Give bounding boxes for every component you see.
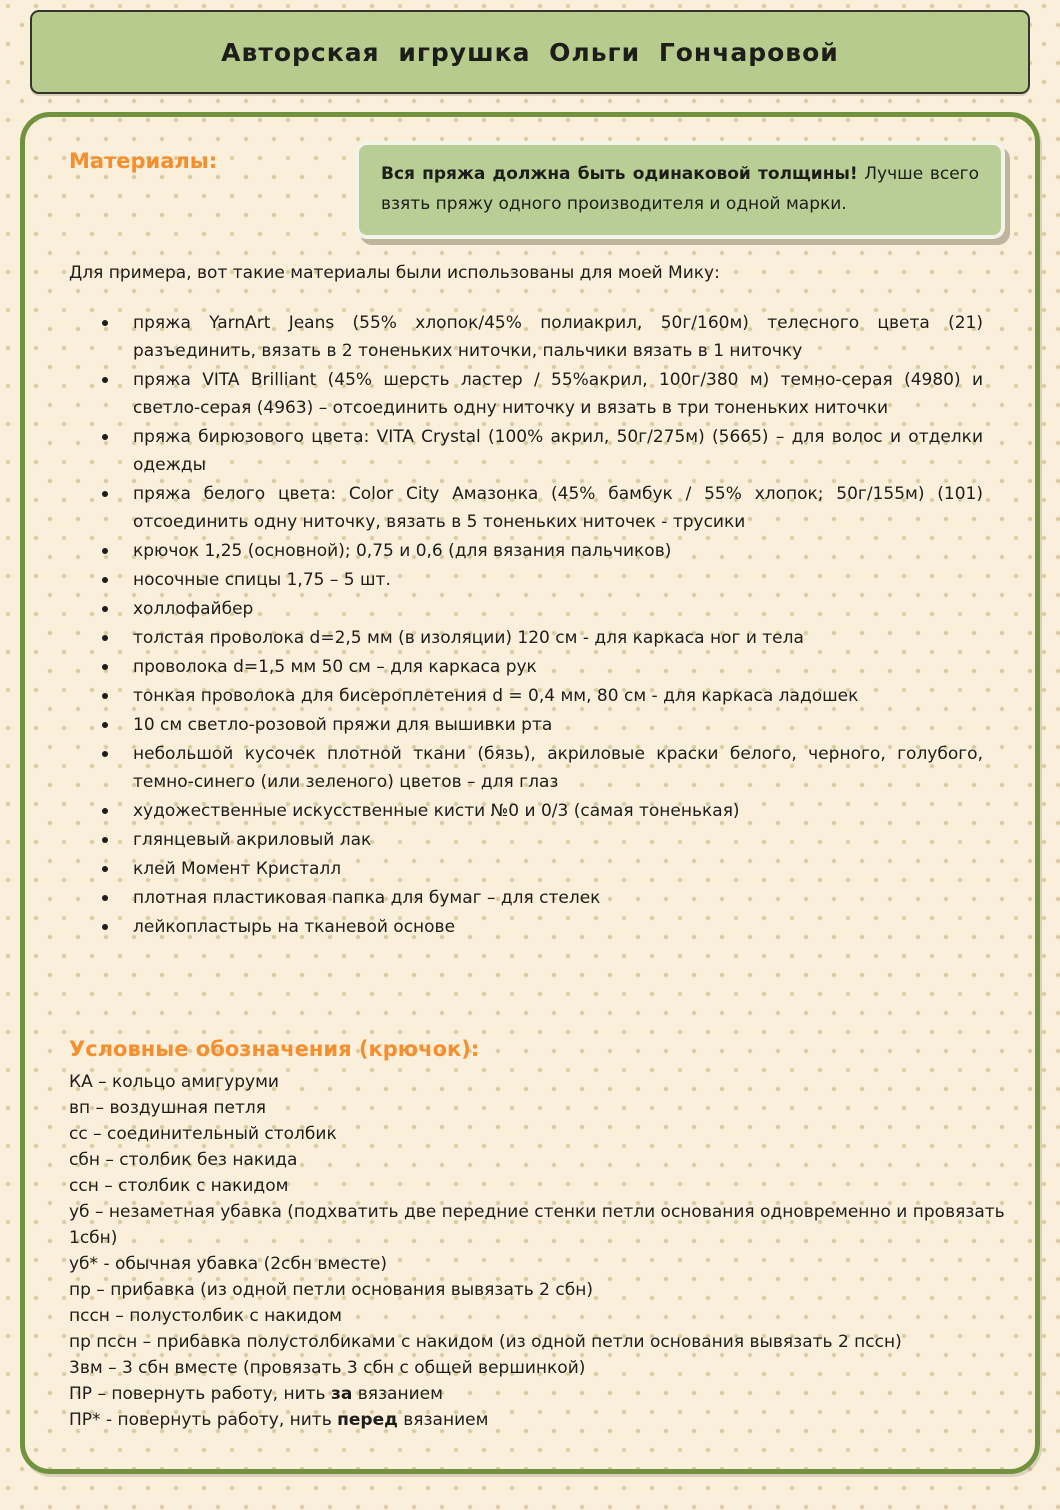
material-item-text: пряжа белого цвета: Color City Амазонка (45% бамбук / 55% хлопок; 50г/155м) (101) отсоединить одну ниточку, вязать в 5 тоненьких ниточек - трусики — [133, 483, 983, 532]
material-item-text: пряжа YarnArt Jeans (55% хлопок/45% полиакрил, 50г/160м) телесного цвета (21) разъединить, вязать в 2 тоненьких ниточки, пальчики вязать в 1 ниточку — [133, 312, 983, 361]
material-item-text: клей Момент Кристалл — [133, 858, 342, 879]
bullet-dot-icon — [102, 924, 108, 930]
legend-item: 3вм – 3 сбн вместе (провязать 3 сбн с общей вершинкой) — [69, 1357, 586, 1378]
material-item-text: пряжа VITA Brilliant (45% шерсть ластер / 55%акрил, 100г/380 м) темно-серая (4980) и светло-серая (4963) – отсоединить одну ниточку и вязать в три тоненьких ниточки — [133, 369, 983, 418]
legend-item: вп – воздушная петля — [69, 1097, 267, 1118]
bullet-dot-icon — [102, 320, 108, 326]
material-item — [133, 624, 983, 652]
bullet-dot-icon — [102, 548, 108, 554]
legend-item: ссн – столбик с накидом — [69, 1175, 289, 1196]
material-item — [133, 309, 983, 365]
bullet-dot-icon — [102, 866, 108, 872]
legend-item: пр – прибавка (из одной петли основания вывязать 2 сбн) — [69, 1279, 593, 1300]
legend-heading: Условные обозначения (крючок): — [69, 1036, 480, 1061]
material-item-text: толстая проволока d=2,5 мм (в изоляции) 120 см - для каркаса ног и тела — [133, 627, 804, 648]
bullet-dot-icon — [102, 606, 108, 612]
materials-header-row — [69, 141, 1005, 239]
bullet-dot-icon — [102, 895, 108, 901]
legend-item: уб* - обычная убавка (2сбн вместе) — [69, 1253, 388, 1274]
material-item-text: пряжа бирюзового цвета: VITA Crystal (100% акрил, 50г/275м) (5665) – для волос и отделки одежды — [133, 426, 983, 475]
legend-item: пр пссн – прибавка полустолбиками с накидом (из одной петли основания вывязать 2 пссн) — [69, 1331, 902, 1352]
material-item — [133, 366, 983, 422]
material-item-text: холлофайбер — [133, 598, 254, 619]
material-item — [133, 826, 983, 854]
bullet-dot-icon — [102, 577, 108, 583]
legend-item: сс – соединительный столбик — [69, 1123, 337, 1144]
page-title: Авторская игрушка Ольги Гончаровой — [221, 37, 839, 67]
material-item-text: носочные спицы 1,75 – 5 шт. — [133, 569, 391, 590]
content-panel — [20, 112, 1040, 1474]
material-item-text: крючок 1,25 (основной); 0,75 и 0,6 (для вязания пальчиков) — [133, 540, 672, 561]
material-item — [133, 595, 983, 623]
material-item — [133, 797, 983, 825]
material-item-text: 10 см светло-розовой пряжи для вышивки рта — [133, 714, 553, 735]
material-item-text: тонкая проволока для бисероплетения d = 0,4 мм, 80 см - для каркаса ладошек — [133, 685, 859, 706]
bullet-dot-icon — [102, 491, 108, 497]
legend-item: КА – кольцо амигуруми — [69, 1071, 279, 1092]
bullet-dot-icon — [102, 751, 108, 757]
material-item — [133, 711, 983, 739]
material-item-text: лейкопластырь на тканевой основе — [133, 916, 456, 937]
material-item — [133, 884, 983, 912]
materials-list — [69, 309, 983, 941]
material-item — [133, 682, 983, 710]
material-item-text: проволока d=1,5 мм 50 см – для каркаса рук — [133, 656, 537, 677]
legend-section — [69, 1037, 1005, 1433]
title-banner — [30, 10, 1030, 94]
material-item — [133, 855, 983, 883]
yarn-note-callout — [355, 141, 1005, 239]
material-item-text: небольшой кусочек плотной ткани (бязь), акриловые краски белого, черного, голубого, темно-синего (или зеленого) цветов – для глаз — [133, 743, 983, 792]
legend-item: ПР* - повернуть работу, нить перед вязанием — [69, 1409, 489, 1430]
legend-item: уб – незаметная убавка (подхватить две передние стенки петли основания одновременно и провязать 1сбн) — [69, 1201, 1005, 1248]
material-item — [133, 423, 983, 479]
material-item — [133, 913, 983, 941]
bullet-dot-icon — [102, 693, 108, 699]
material-item-text: глянцевый акриловый лак — [133, 829, 372, 850]
bullet-dot-icon — [102, 434, 108, 440]
bullet-dot-icon — [102, 722, 108, 728]
legend-list — [69, 1069, 1005, 1433]
legend-item: сбн – столбик без накида — [69, 1149, 298, 1170]
callout-normal-text: Лучше всего взять пряжу одного производителя и одной марки. — [381, 164, 979, 214]
material-item — [133, 566, 983, 594]
material-item — [133, 653, 983, 681]
bullet-dot-icon — [102, 837, 108, 843]
legend-item: ПР – повернуть работу, нить за вязанием — [69, 1383, 443, 1404]
materials-intro: Для примера, вот такие материалы были использованы для моей Мику: — [69, 262, 720, 283]
material-item — [133, 480, 983, 536]
material-item-text: плотная пластиковая папка для бумаг – для стелек — [133, 887, 601, 908]
material-item-text: художественные искусственные кисти №0 и 0/3 (самая тоненькая) — [133, 800, 740, 821]
bullet-dot-icon — [102, 664, 108, 670]
material-item — [133, 740, 983, 796]
callout-bold-text: Вся пряжа должна быть одинаковой толщины! — [381, 164, 858, 184]
legend-item: пссн – полустолбик с накидом — [69, 1305, 342, 1326]
materials-heading: Материалы: — [69, 149, 218, 173]
bullet-dot-icon — [102, 377, 108, 383]
bullet-dot-icon — [102, 635, 108, 641]
bullet-dot-icon — [102, 808, 108, 814]
material-item — [133, 537, 983, 565]
